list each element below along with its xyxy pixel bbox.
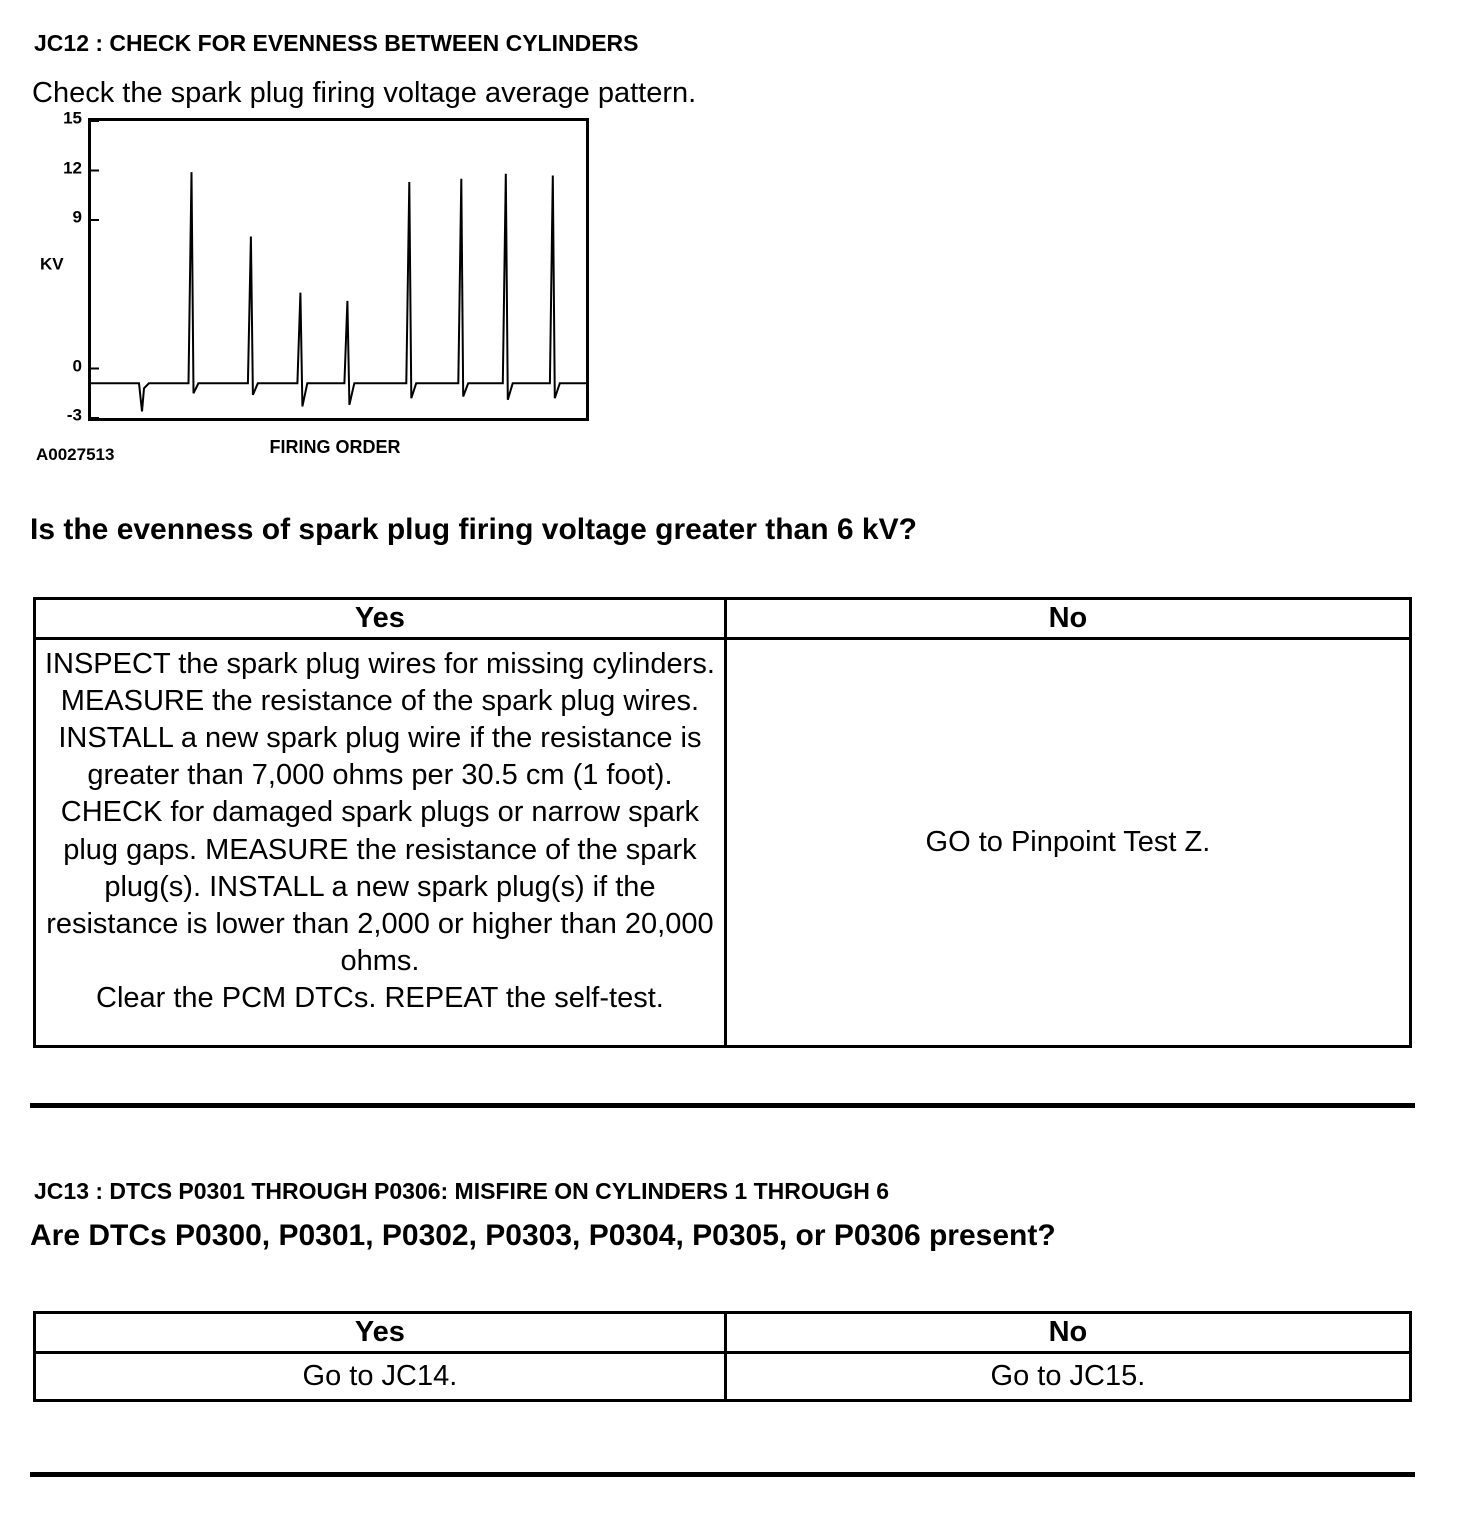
y-tick-label: 12 [63,158,82,177]
x-axis-label: FIRING ORDER [269,437,401,457]
y-tick-label: 0 [72,356,82,375]
yes-column-header: Yes [35,599,726,639]
y-axis [38,108,88,425]
section-jc13-heading: JC13 : DTCS P0301 THROUGH P0306: MISFIRE ON CYLINDERS 1 THROUGH 6 [34,1178,890,1205]
no-column-header: No [725,1313,1410,1353]
yes-action-cell: Go to JC14. [35,1353,726,1401]
y-tick-label: 15 [63,108,82,128]
section-jc12-heading: JC12 : CHECK FOR EVENNESS BETWEEN CYLINDERS [34,30,639,56]
yes-action-text-2: Clear the PCM DTCs. REPEAT the self-test. [96,981,664,1014]
section-jc13 [30,1178,1442,1402]
waveform-figure-plot-row [38,108,1442,425]
table-row [35,1353,1411,1401]
waveform-figure [30,108,1442,477]
y-tick-label: -3 [66,405,82,425]
waveform-trace [91,121,586,418]
bottom-divider [30,1472,1415,1477]
jc13-decision-table [33,1311,1412,1402]
table-row [35,639,1411,1047]
intro-text: Check the spark plug firing voltage average pattern. [32,77,697,109]
voltage-trace-line [91,172,586,411]
y-tick-label: 9 [72,207,82,227]
no-column-header: No [725,599,1410,639]
yes-action-text: INSPECT the spark plug wires for missing cylinders. MEASURE the resistance of the spark plug wires. INSTALL a new spark plug wire if the resistance is greater than 7,000 ohms per 30.5 cm (1 foot). CHECK for damaged spark plugs or narrow spark plug gaps. MEASURE the resistance of the spark plug(s). INSTALL a new spark plug(s) if the resistance is lower than 2,000 or higher than 20,000 ohms. [44,648,715,977]
section-jc12 [30,30,1442,1048]
jc13-question: Are DTCs P0300, P0301, P0302, P0303, P0304, P0305, or P0306 present? [30,1219,1056,1253]
no-action-cell: GO to Pinpoint Test Z. [725,639,1410,1047]
no-action-cell: Go to JC15. [725,1353,1410,1401]
waveform-plot-box [88,118,589,421]
section-divider [30,1103,1415,1108]
table-header-row [35,599,1411,639]
waveform-figure-caption-row [30,433,1442,477]
yes-action-cell [35,639,726,1047]
jc12-decision-table [33,597,1412,1048]
table-header-row [35,1313,1411,1353]
y-axis-label: KV [40,254,64,274]
figure-id-label: A0027513 [36,445,115,464]
yes-column-header: Yes [35,1313,726,1353]
jc12-question: Is the evenness of spark plug firing voltage greater than 6 kV? [30,513,917,546]
